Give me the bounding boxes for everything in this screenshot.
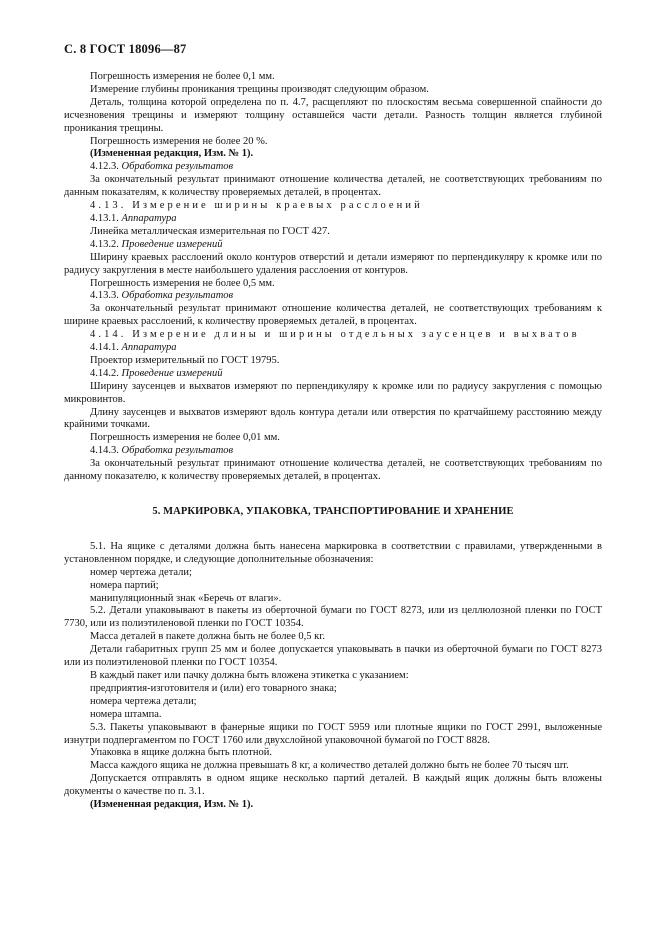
paragraph-q4: манипуляционный знак «Беречь от влаги». — [90, 592, 282, 604]
paragraph-p23 — [64, 445, 602, 458]
paragraph-p13: Погрешность измерения не более 0,5 мм. — [90, 277, 275, 289]
clause-heading: Аппаратура — [121, 342, 177, 354]
paragraph-q5: 5.2. Детали упаковывают в пакеты из оберточной бумаги по ГОСТ 8273, или из целлюлозной пленки по ГОСТ 7730, или из полиэтиленовой пленки по ГОСТ 10354. — [64, 605, 602, 630]
paragraph-p4: Погрешность измерения не более 20 %. — [90, 135, 268, 147]
paragraph-q9: предприятия-изготовителя и (или) его товарного знака; — [90, 682, 337, 694]
top-paragraphs — [64, 71, 602, 484]
clause-number: 4.12.3. — [90, 161, 119, 173]
clause-number: 4.14.2. — [90, 367, 119, 379]
paragraph-p17 — [64, 342, 602, 355]
paragraph-p7: За окончательный результат принимают отношение количества деталей, не соответствующих требованиям по данным показателям, к количеству проверяемых деталей, в процентах. — [64, 174, 602, 199]
paragraph-p19 — [64, 368, 602, 381]
paragraph-q10: номера чертежа детали; — [90, 695, 197, 707]
paragraph-p15: За окончательный результат принимают отношение количества деталей, не соответствующих требованиям к ширине краевых расслоений, к количеству проверяемых деталей, в процентах. — [64, 303, 602, 328]
paragraph-p24: За окончательный результат принимают отношение количества деталей, не соответствующих требованиям по данному показателю, к количеству проверяемых деталей, в процентах. — [64, 458, 602, 483]
paragraph-q1: 5.1. На ящике с деталями должна быть нанесена маркировка в соответствии с правилами, утвержденными в установленном порядке, и следующие дополнительные обозначения: — [64, 540, 602, 565]
paragraph-q12: 5.3. Пакеты упаковывают в фанерные ящики по ГОСТ 5959 или плотные ящики по ГОСТ 2991, выложенные изнутри подпергаментом по ГОСТ 1760 или двухслойной упаковочной бумагой по ГОСТ 8828. — [64, 721, 602, 746]
paragraph-p11 — [64, 239, 602, 252]
paragraph-q16: (Измененная редакция, Изм. № 1). — [90, 799, 254, 811]
paragraph-q2: номер чертежа детали; — [90, 566, 192, 578]
paragraph-q11: номера штампа. — [90, 708, 162, 720]
paragraph-p21: Длину заусенцев и выхватов измеряют вдоль контура детали или отверстия по кратчайшему расстоянию между крайними точками. — [64, 406, 602, 431]
paragraph-p18: Проектор измерительный по ГОСТ 19795. — [90, 354, 280, 366]
paragraph-p9 — [64, 213, 602, 226]
clause-number: 4.13.2. — [90, 238, 119, 250]
clause-heading: Аппаратура — [121, 212, 177, 224]
clause-heading: Обработка результатов — [121, 290, 234, 302]
paragraph-q7: Детали габаритных групп 25 мм и более допускается упаковывать в пачки из оберточной бумаги по ГОСТ 8273 или из полиэтиленовой пленки по ГОСТ 10354. — [64, 644, 602, 669]
paragraph-q13: Упаковка в ящике должна быть плотной. — [90, 747, 272, 759]
clause-heading: Обработка результатов — [121, 161, 234, 173]
paragraph-p20: Ширину заусенцев и выхватов измеряют по перпендикуляру к кромке или по радиусу закругления с помощью микровинтов. — [64, 380, 602, 405]
clause-number: 4.14.1. — [90, 342, 119, 354]
section-title: 5. МАРКИРОВКА, УПАКОВКА, ТРАНСПОРТИРОВАНИЕ И ХРАНЕНИЕ — [152, 506, 514, 517]
paragraph-p3: Деталь, толщина которой определена по п. 4.7, расщепляют по плоскостям весьма совершенной спайности до исчезновения трещины и измеряют толщину оставшейся части детали. Разность толщин является глубиной проникания трещины. — [64, 96, 602, 134]
clause-heading: Обработка результатов — [121, 445, 234, 457]
page-header: С. 8 ГОСТ 18096—87 — [64, 42, 187, 56]
paragraph-p10: Линейка металлическая измерительная по ГОСТ 427. — [90, 225, 330, 237]
paragraph-q15: Допускается отправлять в одном ящике несколько партий деталей. В каждый ящик должны быть вложены документы о качестве по п. 3.1. — [64, 773, 602, 798]
paragraph-p12: Ширину краевых расслоений около контуров отверстий и детали измеряют по перпендикуляру к кромке или по радиусу закругления в месте наибольшего удаления расслоения от контуров. — [64, 251, 602, 276]
bottom-paragraphs — [64, 541, 602, 812]
clause-heading: Проведение измерений — [121, 367, 223, 379]
document-body — [64, 71, 602, 812]
clause-number: 4.13.1. — [90, 212, 119, 224]
paragraph-q14: Масса каждого ящика не должна превышать 8 кг, а количество деталей должно быть не более 70 тысяч шт. — [90, 760, 569, 772]
paragraph-q3: номера партий; — [90, 579, 159, 591]
paragraph-q6: Масса деталей в пакете должна быть не более 0,5 кг. — [90, 631, 325, 643]
paragraph-p22: Погрешность измерения не более 0,01 мм. — [90, 432, 280, 444]
clause-heading: Проведение измерений — [121, 238, 223, 250]
paragraph-p2: Измерение глубины проникания трещины производят следующим образом. — [90, 83, 429, 95]
clause-number: 4.13.3. — [90, 290, 119, 302]
paragraph-p8: 4.13. Измерение ширины краевых расслоений — [90, 200, 423, 212]
clause-number: 4.14.3. — [90, 445, 119, 457]
paragraph-p6 — [64, 161, 602, 174]
paragraph-p16: 4.14. Измерение длины и ширины отдельных заусенцев и выхватов — [90, 329, 580, 341]
paragraph-p5: (Измененная редакция, Изм. № 1). — [90, 148, 254, 160]
paragraph-p14 — [64, 290, 602, 303]
paragraph-p1: Погрешность измерения не более 0,1 мм. — [90, 71, 275, 82]
paragraph-q8: В каждый пакет или пачку должна быть вложена этикетка с указанием: — [90, 669, 409, 681]
